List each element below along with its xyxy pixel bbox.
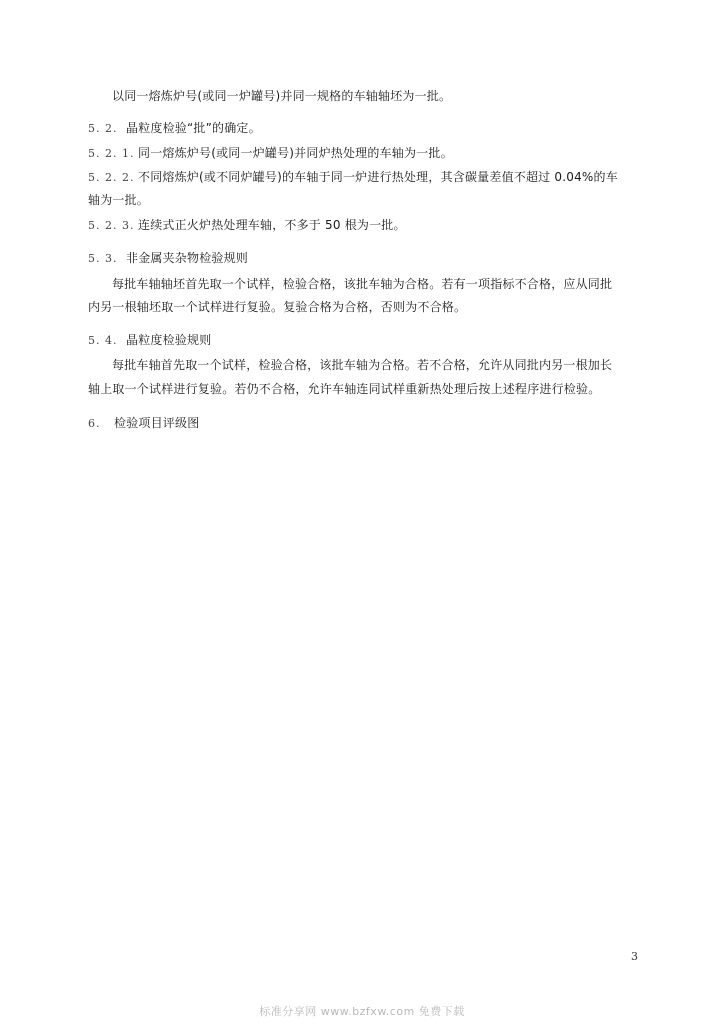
section-heading: 非金属夹杂物检验规则	[126, 251, 249, 265]
section-5-4-para-line2	[88, 381, 600, 397]
section-5-2-3	[88, 217, 406, 234]
section-number: 5. 3.	[88, 252, 118, 265]
section-5-4	[88, 332, 211, 349]
paragraph-text: 轴上取一个试样进行复验。若仍不合格，允许车轴连同试样重新热处理后按上述程序进行检验。	[88, 382, 601, 396]
section-text: 连续式正火炉热处理车轴，不多于 50 根为一批。	[138, 218, 406, 232]
section-number: 5. 2.	[88, 122, 118, 135]
section-5-2-1	[88, 145, 453, 162]
section-heading: 晶粒度检验“批”的确定。	[126, 121, 261, 135]
section-number: 5. 2. 2.	[88, 171, 135, 184]
section-5-3	[88, 250, 248, 267]
section-number: 5. 2. 1.	[88, 147, 135, 160]
section-5-3-para-line2	[88, 299, 466, 315]
section-number: 6.	[88, 417, 101, 430]
section-5-2-2	[88, 169, 618, 186]
section-number: 5. 4.	[88, 334, 118, 347]
section-6	[88, 415, 199, 432]
section-5-4-para-line1	[112, 357, 612, 373]
section-text-line1: 不同熔炼炉(或不同炉罐号)的车轴于同一炉进行热处理，其含碳量差值不超过 0.04%的车	[138, 170, 618, 184]
section-5-2	[88, 120, 261, 137]
paragraph-text: 每批车轴轴坯首先取一个试样，检验合格，该批车轴为合格。若有一项指标不合格，应从同批	[112, 277, 613, 291]
section-5-2-2-cont	[88, 192, 149, 208]
page-number: 3	[631, 950, 638, 963]
section-number: 5. 2. 3.	[88, 219, 135, 232]
intro-text: 以同一熔炼炉号(或同一炉罐号)并同一规格的车轴轴坯为一批。	[112, 89, 452, 103]
paragraph-text: 每批车轴首先取一个试样，检验合格，该批车轴为合格。若不合格，允许从同批内另一根加长	[112, 358, 613, 372]
section-text: 同一熔炼炉号(或同一炉罐号)并同炉热处理的车轴为一批。	[138, 146, 453, 160]
section-text-line2: 轴为一批。	[88, 193, 150, 207]
section-heading: 晶粒度检验规则	[126, 333, 212, 347]
section-5-3-para-line1	[112, 276, 612, 292]
footer-watermark: 标准分享网 www.bzfxw.com 免费下载	[259, 1005, 465, 1018]
paragraph-text: 内另一根轴坯取一个试样进行复验。复验合格为合格，否则为不合格。	[88, 300, 467, 314]
intro-line	[112, 88, 451, 104]
section-heading: 检验项目评级图	[114, 416, 200, 430]
